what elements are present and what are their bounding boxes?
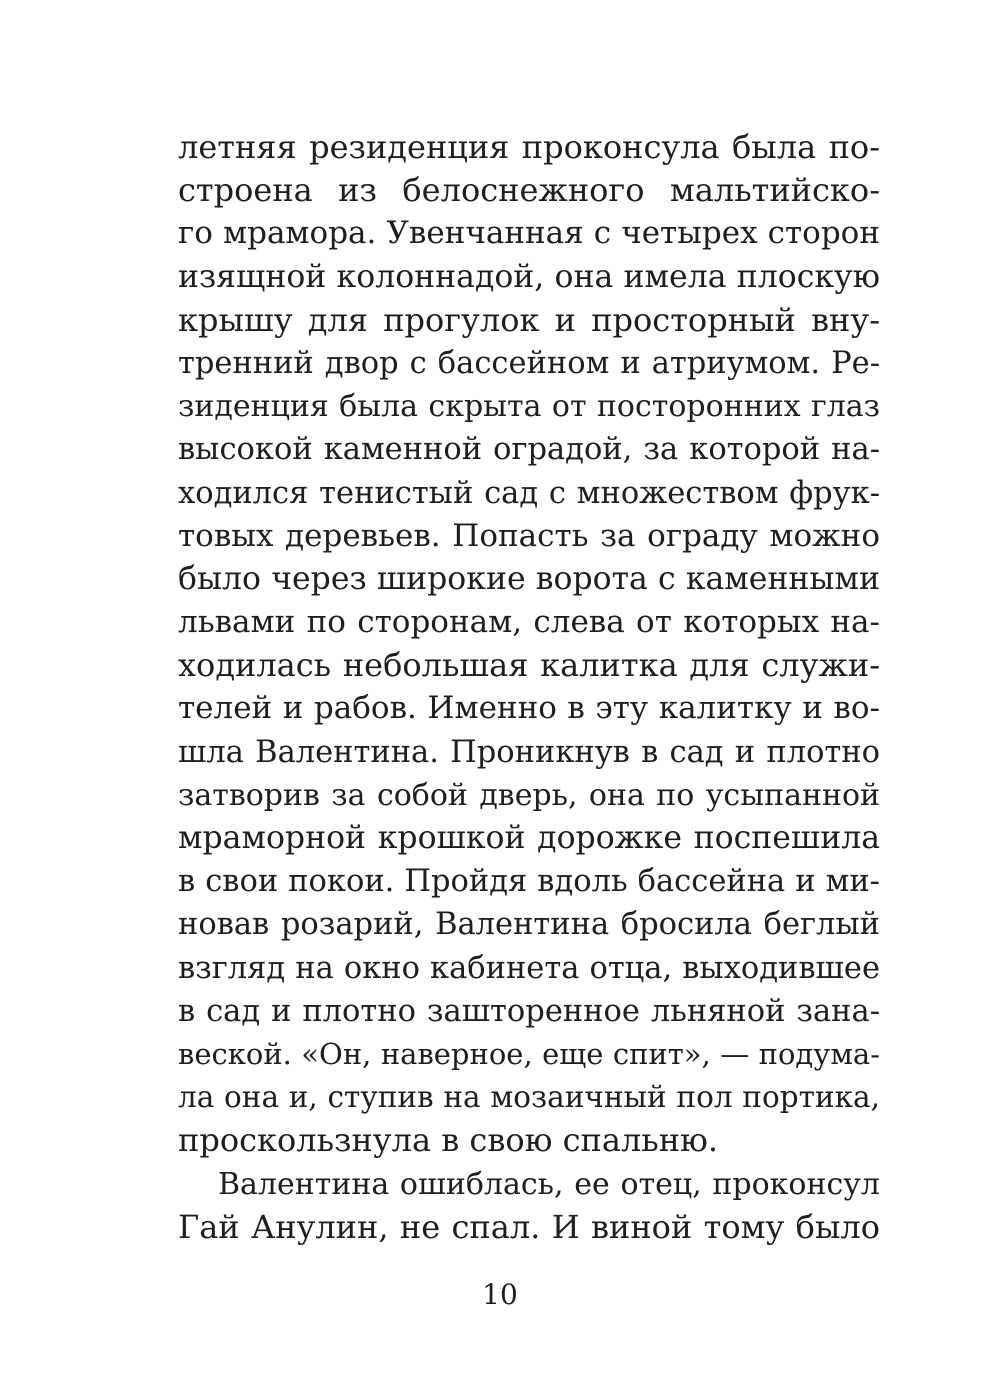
text-line: взгляд на окно кабинета отца, выходившее: [178, 950, 880, 986]
text-line: изящной колоннадой, она имела плоскую: [178, 258, 880, 295]
text-line: строена из белоснежного мальтийско-: [178, 171, 880, 210]
text-line: львами по сторонам, слева от которых на-: [178, 604, 880, 641]
text-line: го мрамора. Увенчанная с четырех сторон: [178, 215, 880, 252]
text-line: ходился тенистый сад с множеством фрук-: [178, 475, 880, 511]
text-line: проскользнула в свою спальню.: [178, 1121, 719, 1160]
text-line: мраморной крошкой дорожке поспешила: [178, 820, 880, 856]
text-line: телей и рабов. Именно в эту калитку и во-: [178, 690, 880, 727]
page-number: 10: [482, 1278, 518, 1311]
text-line: высокой каменной оградой, за которой на-: [178, 432, 880, 468]
text-line: летняя резиденция проконсула была по-: [178, 128, 880, 166]
text-line: было через широкие ворота с каменными: [178, 560, 880, 597]
text-line: ходилась небольшая калитка для служи-: [178, 646, 880, 685]
text-line: шла Валентина. Проникнув в сад и плотно: [178, 734, 880, 770]
text-line: новав розарий, Валентина бросила беглый: [178, 907, 880, 943]
paragraph-2: [178, 1163, 880, 1249]
paragraph-1: [178, 126, 880, 1163]
text-line: Гай Анулин, не спал. И виной тому было: [178, 1207, 880, 1246]
text-line: Валентина ошиблась, ее отец, проконсул: [218, 1166, 880, 1202]
text-line: в сад и плотно зашторенное льняной зана-: [178, 993, 880, 1029]
text-line: тренний двор с бассейном и атриумом. Ре-: [178, 345, 880, 381]
text-line: крышу для прогулок и просторный вну-: [178, 300, 880, 339]
text-line: веской. «Он, наверное, еще спит», — подума-: [178, 1036, 880, 1071]
text-line: в свои покои. Пройдя вдоль бассейна и ми-: [178, 864, 880, 900]
body-text: [178, 126, 880, 1249]
text-line: ла она и, ступив на мозаичный пол портика,: [178, 1080, 880, 1115]
text-line: товых деревьев. Попасть за ограду можно: [178, 517, 880, 554]
text-line: затворив за собой дверь, она по усыпанной: [178, 777, 880, 813]
text-line: зиденция была скрыта от посторонних глаз: [178, 389, 880, 425]
